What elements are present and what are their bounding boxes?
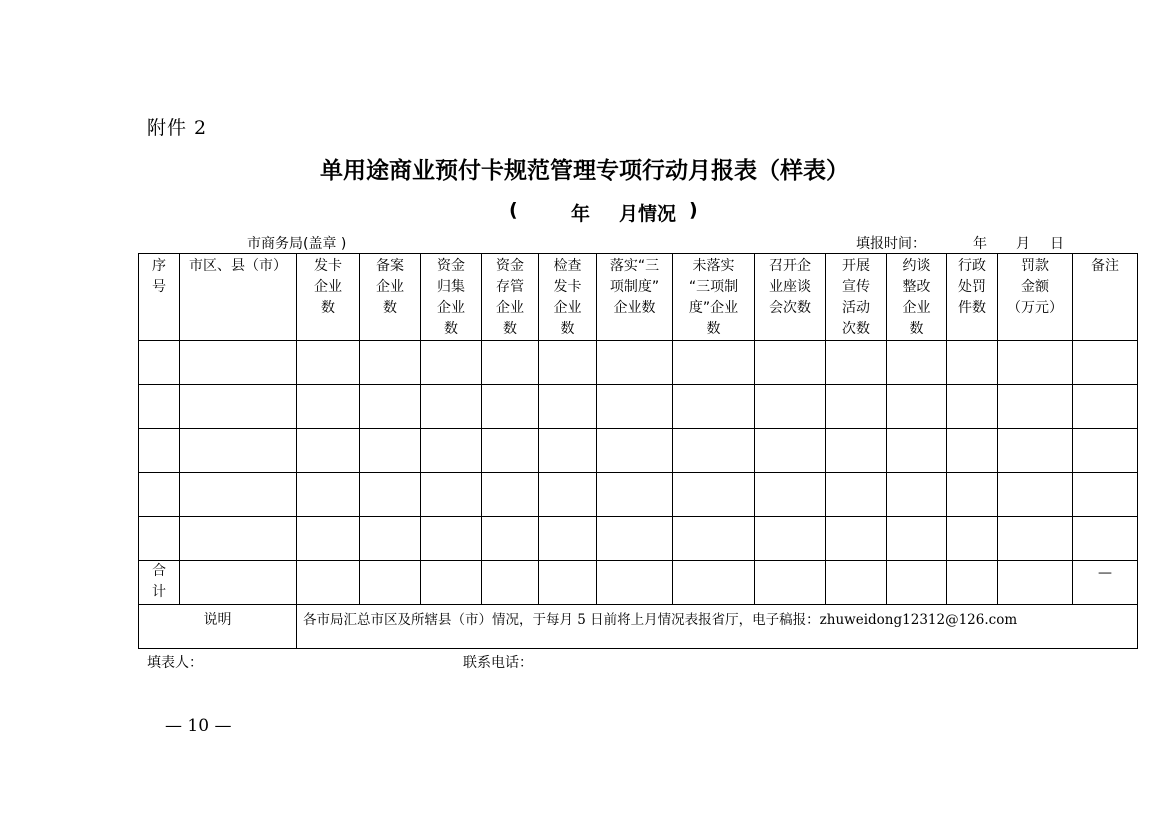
table-row: [139, 341, 1138, 385]
header-remarks: 备注: [1073, 254, 1138, 341]
header-penalties: 行政 处罚 件数: [947, 254, 998, 341]
table-cell-remarks[interactable]: [1073, 429, 1138, 473]
header-meetings: 召开企 业座谈 会次数: [755, 254, 826, 341]
table-cell-interviews[interactable]: [887, 473, 947, 517]
fill-time-day: 日: [1050, 236, 1064, 252]
table-cell-interviews[interactable]: [887, 341, 947, 385]
total-cell-inspected[interactable]: [539, 561, 597, 605]
table-cell-implemented[interactable]: [597, 429, 673, 473]
table-cell-not_implemented[interactable]: [673, 341, 755, 385]
table-cell-not_implemented[interactable]: [673, 385, 755, 429]
header-interviews: 约谈 整改 企业 数: [887, 254, 947, 341]
header-inspected: 检查 发卡 企业 数: [539, 254, 597, 341]
table-cell-implemented[interactable]: [597, 341, 673, 385]
total-cell-card_issuers[interactable]: [297, 561, 360, 605]
table-cell-card_issuers[interactable]: [297, 429, 360, 473]
period-month-situation: 月情况: [619, 203, 677, 225]
report-table: [138, 253, 1138, 649]
table-row: [139, 473, 1138, 517]
table-row: [139, 429, 1138, 473]
period-close-paren: ): [689, 199, 698, 221]
table-cell-fund_collection[interactable]: [421, 517, 482, 561]
table-cell-fines[interactable]: [998, 341, 1073, 385]
table-cell-remarks[interactable]: [1073, 473, 1138, 517]
table-cell-fund_collection[interactable]: [421, 385, 482, 429]
table-cell-fines[interactable]: [998, 429, 1073, 473]
note-row: [139, 605, 1138, 649]
table-cell-meetings[interactable]: [755, 385, 826, 429]
total-cell-not_implemented[interactable]: [673, 561, 755, 605]
table-cell-district[interactable]: [180, 473, 297, 517]
total-cell-meetings[interactable]: [755, 561, 826, 605]
header-district: 市区、县（市）: [180, 254, 297, 341]
period-open-paren: (: [509, 199, 518, 221]
table-cell-campaigns[interactable]: [826, 473, 887, 517]
table-cell-district[interactable]: [180, 341, 297, 385]
table-cell-campaigns[interactable]: [826, 517, 887, 561]
total-remark[interactable]: —: [1073, 561, 1138, 605]
header-fund_collection: 资金 归集 企业 数: [421, 254, 482, 341]
total-cell-fund_collection[interactable]: [421, 561, 482, 605]
period-year: 年: [571, 203, 591, 225]
table-cell-interviews[interactable]: [887, 429, 947, 473]
table-cell-card_issuers[interactable]: [297, 517, 360, 561]
table-cell-remarks[interactable]: [1073, 517, 1138, 561]
table-cell-seq[interactable]: [139, 517, 180, 561]
table-cell-seq[interactable]: [139, 429, 180, 473]
table-cell-card_issuers[interactable]: [297, 385, 360, 429]
table-cell-penalties[interactable]: [947, 517, 998, 561]
total-label: 合 计: [139, 561, 180, 605]
table-cell-fund_collection[interactable]: [421, 473, 482, 517]
table-cell-meetings[interactable]: [755, 517, 826, 561]
header-fund_custody: 资金 存管 企业 数: [482, 254, 539, 341]
header-card_issuers: 发卡 企业 数: [297, 254, 360, 341]
table-cell-meetings[interactable]: [755, 429, 826, 473]
table-cell-not_implemented[interactable]: [673, 473, 755, 517]
table-cell-fund_collection[interactable]: [421, 341, 482, 385]
table-cell-seq[interactable]: [139, 341, 180, 385]
table-cell-interviews[interactable]: [887, 517, 947, 561]
total-cell-district[interactable]: [180, 561, 297, 605]
total-row: [139, 561, 1138, 605]
total-cell-implemented[interactable]: [597, 561, 673, 605]
table-cell-district[interactable]: [180, 429, 297, 473]
page-number: — 10 —: [165, 716, 232, 736]
table-cell-meetings[interactable]: [755, 473, 826, 517]
table-cell-campaigns[interactable]: [826, 385, 887, 429]
report-title: 单用途商业预付卡规范管理专项行动月报表（样表）: [320, 158, 849, 184]
table-cell-filed[interactable]: [360, 385, 421, 429]
table-cell-not_implemented[interactable]: [673, 429, 755, 473]
header-filed: 备案 企业 数: [360, 254, 421, 341]
note-label: 说明: [139, 605, 297, 649]
table-cell-campaigns[interactable]: [826, 429, 887, 473]
table-cell-fines[interactable]: [998, 473, 1073, 517]
table-cell-fund_custody[interactable]: [482, 385, 539, 429]
header-fines: 罚款 金额 （万元）: [998, 254, 1073, 341]
table-cell-inspected[interactable]: [539, 341, 597, 385]
table-cell-fund_collection[interactable]: [421, 429, 482, 473]
table-cell-filed[interactable]: [360, 429, 421, 473]
table-cell-inspected[interactable]: [539, 429, 597, 473]
fill-time-month: 月: [1016, 236, 1030, 252]
table-cell-filed[interactable]: [360, 341, 421, 385]
table-cell-district[interactable]: [180, 517, 297, 561]
table-cell-interviews[interactable]: [887, 385, 947, 429]
table-cell-implemented[interactable]: [597, 473, 673, 517]
table-cell-implemented[interactable]: [597, 385, 673, 429]
table-cell-fund_custody[interactable]: [482, 473, 539, 517]
table-cell-campaigns[interactable]: [826, 341, 887, 385]
total-cell-penalties[interactable]: [947, 561, 998, 605]
table-header-row: [139, 254, 1138, 341]
table-cell-penalties[interactable]: [947, 385, 998, 429]
note-text: 各市局汇总市区及所辖县（市）情况，于每月 5 日前将上月情况表报省厅，电子稿报：zhuweidong12312@126.com: [297, 605, 1138, 649]
header-campaigns: 开展 宣传 活动 次数: [826, 254, 887, 341]
fill-time-year: 年: [973, 236, 987, 252]
table-cell-inspected[interactable]: [539, 473, 597, 517]
report-period: [505, 199, 710, 225]
total-cell-interviews[interactable]: [887, 561, 947, 605]
table-cell-fund_custody[interactable]: [482, 429, 539, 473]
fill-time-label: 填报时间：: [856, 236, 926, 252]
table-cell-filed[interactable]: [360, 517, 421, 561]
table-cell-district[interactable]: [180, 385, 297, 429]
table-cell-penalties[interactable]: [947, 341, 998, 385]
filler-label: 填表人：: [147, 655, 203, 671]
report-table-body: [139, 254, 1138, 649]
table-cell-seq[interactable]: [139, 473, 180, 517]
table-cell-card_issuers[interactable]: [297, 473, 360, 517]
bureau-stamp-label: 市商务局(盖章 ): [247, 236, 347, 252]
table-row: [139, 385, 1138, 429]
total-cell-campaigns[interactable]: [826, 561, 887, 605]
table-cell-meetings[interactable]: [755, 341, 826, 385]
table-cell-fines[interactable]: [998, 517, 1073, 561]
table-cell-fund_custody[interactable]: [482, 341, 539, 385]
table-cell-seq[interactable]: [139, 385, 180, 429]
table-cell-filed[interactable]: [360, 473, 421, 517]
table-cell-implemented[interactable]: [597, 517, 673, 561]
attachment-label: 附件 2: [147, 117, 208, 139]
header-seq: 序 号: [139, 254, 180, 341]
total-cell-filed[interactable]: [360, 561, 421, 605]
table-cell-penalties[interactable]: [947, 429, 998, 473]
table-cell-penalties[interactable]: [947, 473, 998, 517]
table-row: [139, 517, 1138, 561]
table-cell-remarks[interactable]: [1073, 341, 1138, 385]
table-cell-card_issuers[interactable]: [297, 341, 360, 385]
total-cell-fines[interactable]: [998, 561, 1073, 605]
header-not_implemented: 未落实 “三项制 度”企业 数: [673, 254, 755, 341]
table-cell-inspected[interactable]: [539, 385, 597, 429]
table-cell-not_implemented[interactable]: [673, 517, 755, 561]
table-cell-remarks[interactable]: [1073, 385, 1138, 429]
table-cell-fines[interactable]: [998, 385, 1073, 429]
phone-label: 联系电话：: [463, 655, 533, 671]
table-cell-fund_custody[interactable]: [482, 517, 539, 561]
total-cell-fund_custody[interactable]: [482, 561, 539, 605]
table-cell-inspected[interactable]: [539, 517, 597, 561]
header-implemented: 落实“三 项制度” 企业数: [597, 254, 673, 341]
